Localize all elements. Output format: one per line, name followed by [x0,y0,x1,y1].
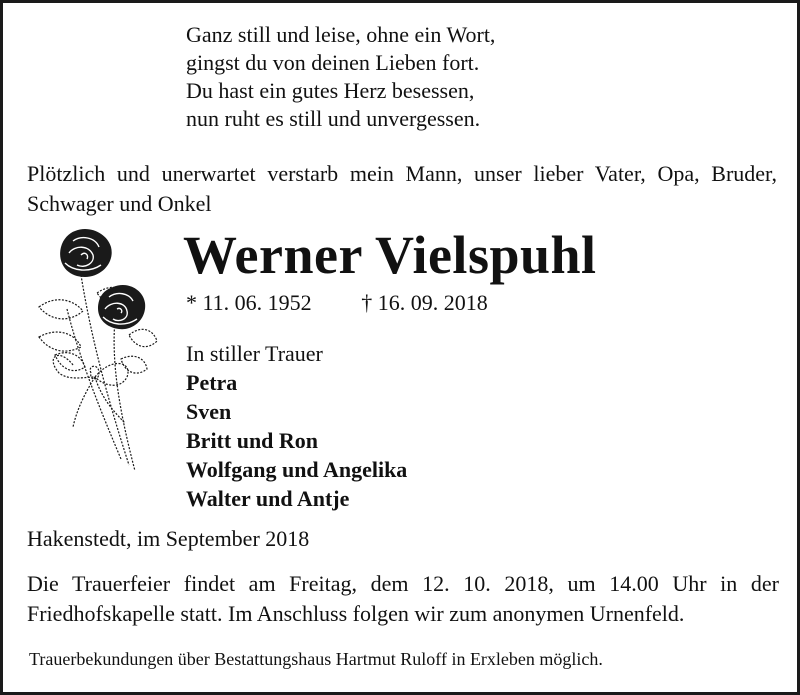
mourner-name: Wolfgang und Angelika [186,457,408,482]
service-info: Die Trauerfeier findet am Freitag, dem 12. 10. 2018, um 14.00 Uhr in der Friedhofskapelle statt. Im Anschluss folgen wir zum anonymen Urnenfeld. [27,571,779,626]
birth-date: * 11. 06. 1952 [186,290,312,315]
death-date: † 16. 09. 2018 [361,290,488,315]
mourner-name: Walter und Antje [186,486,350,511]
mourners-label: In stiller Trauer [186,341,323,366]
poem-line: Du hast ein gutes Herz besessen, [186,78,475,103]
poem-line: nun ruht es still und unvergessen. [186,106,481,131]
poem-line: Ganz still und leise, ohne ein Wort, [186,22,496,47]
deceased-name: Werner Vielspuhl [183,225,597,285]
mourner-name: Sven [186,399,232,424]
life-dates [186,289,488,317]
condolence-note: Trauerbekundungen über Bestattungshaus Hartmut Ruloff in Erxleben möglich. [29,649,603,669]
memorial-poem [186,21,495,133]
mourner-name: Britt und Ron [186,428,319,453]
poem-line: gingst du von deinen Lieben fort. [186,50,480,75]
mourners-list [186,339,407,513]
mourner-name: Petra [186,370,238,395]
rose-bouquet-icon [29,227,159,479]
place-date: Hakenstedt, im September 2018 [27,526,310,551]
intro-text: Plötzlich und unerwartet verstarb mein Mann, unser lieber Vater, Opa, Bruder, Schwager und Onkel [27,161,777,216]
